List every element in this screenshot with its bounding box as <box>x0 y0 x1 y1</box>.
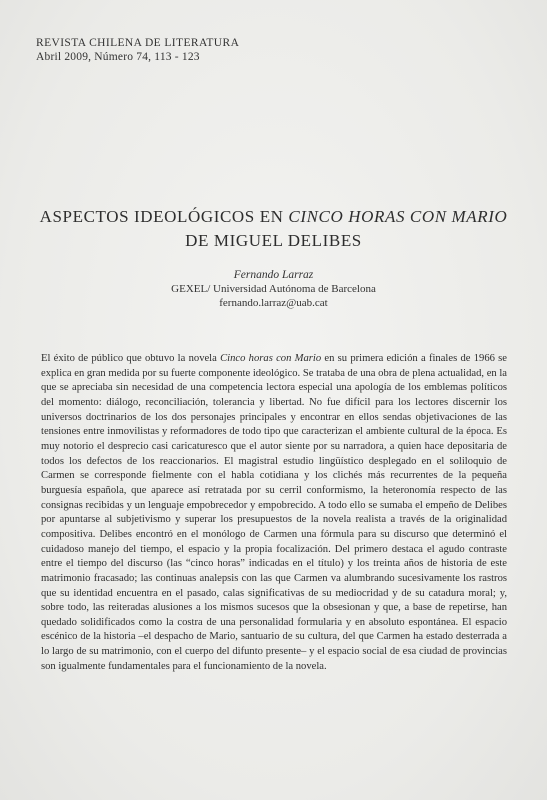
article-title <box>0 205 547 253</box>
article-title-part1: ASPECTOS IDEOLÓGICOS EN <box>39 207 289 226</box>
journal-name: REVISTA CHILENA DE LITERATURA <box>36 37 240 49</box>
body-paragraph-rest: en su primera edición a finales de 1966 se explica en gran medida por su fuerte componente ideológico. Se trataba de una obra de plena actualidad, en la que se apreciaba sin necesidad de una competencia lectora especial una apología de los emblemas políticos del momento: diálogo, reconciliación, tolerancia y libertad. No fue difícil para los lectores discernir los universos doctrinarios de los dos personajes principales y encontrar en ellos sendas objetivaciones de las tensiones entre inmovilistas y reformadores de todo tipo que caracterizan el ambiente cultural de la época. Es muy notorio el desprecio casi caricaturesco que el autor siente por su narradora, a quien hace depositaria de todos los defectos de los reaccionarios. El magistral estudio lingüístico desplegado en el soliloquio de Carmen se corresponde fielmente con el habla cotidiana y los clichés más recurrentes de la pequeña burguesía española, que aparece así retratada por su cerril conformismo, la heteronomía respecto de las consignas recibidas y un lenguaje empobrecedor y empobrecido. A todo ello se sumaba el empeño de Delibes por apuntarse al subjetivismo y superar los presupuestos de la novela realista a través de la originalidad compositiva. Delibes encontró en el monólogo de Carmen una fórmula para su discurso que determinó el cuidadoso manejo del tiempo, el espacio y la propia focalización. Del primero destaca el agudo contraste entre el tiempo del discurso (las “cinco horas” indicadas en el título) y los treinta años de historia de este matrimonio fracasado; las continuas analepsis con las que Carmen va alumbrando sucesivamente los rastros que su identidad encuentra en el pasado, calas significativas de su mediocridad y de su catadura moral; y, sobre todo, las reiteradas alusiones a los mismos sucesos que la obsesionan y que, a base de repetirse, han quedado solidificados como la costra de una personalidad formularia y en absoluto espontánea. El espacio escénico de la historia –el despacho de Mario, santuario de su cultura, del que Carmen ha estado desterrada a lo largo de su matrimonio, con el cuerpo del difunto presente– y el espacio social de esa ciudad de provincias son igualmente fundamentales para el funcionamiento de la novela. <box>41 353 507 672</box>
author-name: Fernando Larraz <box>233 269 314 281</box>
journal-issue: Abril 2009, Número 74, 113 - 123 <box>36 51 200 63</box>
article-title-line2: DE MIGUEL DELIBES <box>185 231 362 250</box>
author-email: fernando.larraz@uab.cat <box>219 297 328 309</box>
journal-header <box>36 36 239 64</box>
article-title-italic: CINCO HORAS CON MARIO <box>288 207 508 226</box>
body-novel-title: Cinco horas con Mario <box>220 353 322 364</box>
body-paragraph <box>41 352 507 674</box>
body-paragraph-start: El éxito de público que obtuvo la novela <box>41 353 221 364</box>
article-body <box>41 352 507 674</box>
article-title-line1 <box>0 205 547 229</box>
author-block <box>0 268 547 310</box>
author-affiliation: GEXEL/ Universidad Autónoma de Barcelona <box>171 283 376 295</box>
